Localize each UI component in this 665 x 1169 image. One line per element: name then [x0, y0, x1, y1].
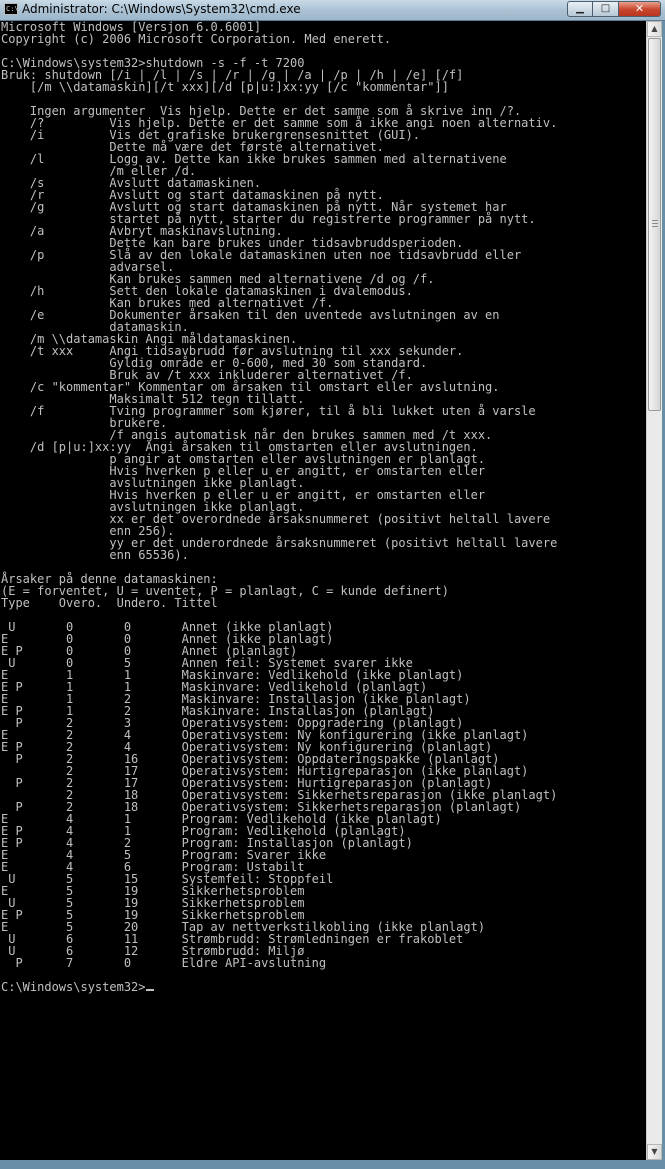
title-bar[interactable]	[0, 0, 665, 21]
vertical-scrollbar[interactable]	[646, 21, 662, 1160]
console-text-content: Microsoft Windows [Versjon 6.0.6001] Copyright (c) 2006 Microsoft Corporation. Med enerett. C:\Windows\system32>shutdown -s -f -t 7200 Bruk: shutdown [/i | /l | /s | /r | /g | /a | /p | /h | /e] [/f] [/m \\datamaskin][/t xxx][/d [p|u:]xx:yy [/c "kommentar"]] Ingen argumenter Vis hjelp. Dette er det samme som å skrive inn /?. /? Vis hjelp. Dette er det samme som å ikke angi noen alternativ. /i Vis det grafiske brukergrensesnittet (GUI). Dette må være det første alternativet. /l Logg av. Dette kan ikke brukes sammen med alternativene /m eller /d. /s Avslutt datamaskinen. /r Avslutt og start datamaskinen på nytt. /g Avslutt og start datamaskinen på nytt. Når systemet har startet på nytt, starter du registrerte programmer på nytt. /a Avbryt maskinavslutning. Dette kan bare brukes under tidsavbruddsperioden. /p Slå av den lokale datamaskinen uten noe tidsavbrudd eller advarsel. Kan brukes sammen med alternativene /d og /f. /h Sett den lokale datamaskinen i dvalemodus. Kan brukes med alternativet /f. /e Dokumenter årsaken til den uventede avslutningen av en datamaskin. /m \\datamaskin Angi måldatamaskinen. /t xxx Angi tidsavbrudd før avslutning til xxx sekunder. Gyldig område er 0-600, med 30 som standard. Bruk av /t xxx inkluderer alternativet /f. /c "kommentar" Kommentar om årsaken til omstart eller avslutning. Maksimalt 512 tegn tillatt. /f Tving programmer som kjører, til å bli lukket uten å varsle brukere. /f angis automatisk når den brukes sammen med /t xxx. /d [p|u:]xx:yy Angi årsaken til omstarten eller avslutningen. p angir at omstarten eller avslutningen er planlagt. Hvis hverken p eller u er angitt, er omstarten eller avslutningen ikke planlagt. Hvis hverken p eller u er angitt, er omstarten eller avslutningen ikke planlagt. xx er det overordnede årsaksnummeret (positivt heltall lavere enn 256). yy er det underordnede årsaksnummeret (positivt heltall lavere enn 65536). Årsaker på denne datamaskinen: (E = forventet, U = uventet, P = planlagt, C = kunde definert) Type Overo. Undero. Tittel U 0 0 Annet (ikke planlagt) E 0 0 Annet (ikke planlagt) E P 0 0 Annet (planlagt) U 0 5 Annen feil: Systemet svarer ikke E 1 1 Maskinvare: Vedlikehold (ikke planlagt) E P 1 1 Maskinvare: Vedlikehold (planlagt) E 1 2 Maskinvare: Installasjon (ikke planlagt) E P 1 2 Maskinvare: Installasjon (planlagt) P 2 3 Operativsystem: Oppgradering (planlagt) E 2 4 Operativsystem: Ny konfigurering (ikke planlagt) E P 2 4 Operativsystem: Ny konfigurering (planlagt) P 2 16 Operativsystem: Oppdateringspakke (planlagt) 2 17 Operativsystem: Hurtigreparasjon (ikke planlagt) P 2 17 Operativsystem: Hurtigreparasjon (planlagt) 2 18 Operativsystem: Sikkerhetsreparasjon (ikke planlagt) P 2 18 Operativsystem: Sikkerhetsreparasjon (planlagt) E 4 1 Program: Vedlikehold (ikke planlagt) E P 4 1 Program: Vedlikehold (planlagt) E P 4 2 Program: Installasjon (planlagt) E 4 5 Program: Svarer ikke E 4 6 Program: Ustabilt U 5 15 Systemfeil: Stoppfeil E 5 19 Sikkerhetsproblem U 5 19 Sikkerhetsproblem E P 5 19 Sikkerhetsproblem E 5 20 Tap av nettverkstilkobling (ikke planlagt) U 6 11 Strømbrudd: Strømledningen er frakoblet U 6 12 Strømbrudd: Miljø P 7 0 Eldre API-avslutning C:\Windows\system32>	[1, 21, 558, 994]
window-bottom-border	[0, 1160, 665, 1169]
console-text	[0, 21, 646, 993]
window-title: Administrator: C:\Windows\System32\cmd.exe	[22, 2, 301, 16]
minimize-button[interactable]: ▁	[567, 1, 593, 17]
caption-buttons	[567, 1, 661, 17]
thumb-grip-line	[652, 220, 658, 221]
scroll-thumb[interactable]	[648, 38, 661, 411]
text-cursor	[146, 989, 154, 991]
thumb-grip-line	[652, 226, 658, 227]
close-button[interactable]: ✕	[619, 1, 661, 17]
scroll-down-button[interactable]: ▼	[647, 1144, 662, 1160]
scroll-up-button[interactable]: ▲	[647, 21, 662, 37]
cmd-app-icon[interactable]: C:\	[6, 5, 19, 13]
console-output[interactable]	[0, 21, 646, 1160]
thumb-grip-line	[652, 223, 658, 224]
maximize-button[interactable]: □	[593, 1, 619, 17]
